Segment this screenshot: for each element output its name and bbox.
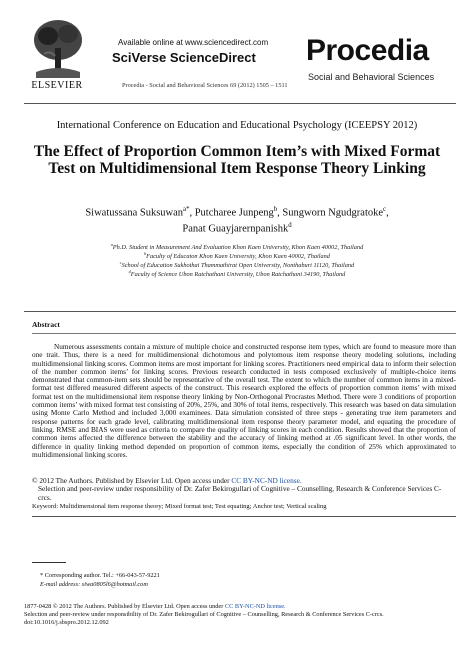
author-name: Siwatussana Suksuwan bbox=[85, 207, 184, 219]
author-list-line-2 bbox=[0, 222, 474, 235]
affiliation-mark: b bbox=[273, 206, 278, 213]
sciverse-sciencedirect-title: SciVerse ScienceDirect bbox=[112, 50, 256, 65]
affiliation-mark: c bbox=[383, 206, 387, 213]
author-separator: , bbox=[386, 207, 389, 219]
journal-citation: Procedia - Social and Behavioral Sciences 69 (2012) 1505 – 1511 bbox=[122, 82, 288, 89]
abstract-heading: Abstract bbox=[32, 320, 60, 329]
abstract-body: Numerous assessments contain a mixture of multiple choice and constructed response item types, which are found to measure more than one trait. Thus, there is a need for multidimensional dichotomous and polytomous item response theory modeling solutions, including multidimensional linking scores. Common items are most important for linking scores. Practitioners need empirical data to inform their selection of the number common items’ for linking scores. Previous research conducted in tests composed exclusively of multiple-choice items demonstrated that common-item sets should be representative of the overall test. The extent to which the number of common items in a mixed-format test differed measured different aspects of the construct. This research explored the effects of proportion common items’ with mixed format test on the multidimensional item response theory linking by Non-Orthogonal Procrastes Method. There were 3 conditions of proportion common items’ with mixed format test consisting of 20%, 25%, and 30% of total items, respectively. This research was based on data simulation using Monte Carlo Method and included 3,000 examinees. Data simulation consisted of three steps - generating true item parameters and response patterns for each grade level, calibrating multidimensional item response theory parameter model, and equating the procedure of linking. RMSE and BIAS were used as criteria to compare the quality of linking scores in each condition. Results showed that the proportion of common items affected the difference between the stability and the accuracy of linking method at .05 significant level. In other words, the difference in quality linking method depended on proportion of common items, especially the condition of 25% which approximated to multidimensional linking scores. bbox=[32, 342, 456, 459]
page-footer bbox=[24, 603, 464, 627]
abstract-heading-divider bbox=[32, 333, 456, 334]
author-list-line-1 bbox=[0, 206, 474, 219]
conference-name: International Conference on Education and Educational Psychology (ICEEPSY 2012) bbox=[56, 120, 418, 131]
affiliation-mark: a bbox=[183, 206, 187, 213]
affiliation-d bbox=[0, 269, 474, 278]
abstract-bottom-divider bbox=[32, 516, 456, 517]
affiliation-text: Faculty of Educaton Khon Kaen University, Khon Kaen 40002, Thailand bbox=[146, 253, 330, 261]
footer-license-link[interactable]: CC BY-NC-ND license. bbox=[224, 603, 286, 610]
corresponding-mark: * bbox=[186, 206, 190, 213]
abstract-top-divider bbox=[24, 311, 456, 312]
article-title: The Effect of Proportion Common Item’s with Mixed Format Test on Multidimensional Item Response Theory Linking bbox=[33, 143, 441, 177]
peer-review-text: Selection and peer-review under responsibility of Dr. Zafer Bekirogullari of Cognitive – Counselling, Research & Conference Services C-crcs. bbox=[38, 484, 442, 502]
journal-subtitle: Social and Behavioral Sciences bbox=[308, 72, 435, 82]
affiliation-text: Faculty of Science Ubon Ratchathani University, Ubon Ratchathani 34190, Thailand bbox=[130, 271, 346, 279]
affiliation-text: Ph.D. Student in Measurement And Evaluation Khon Kaen University, Khon Kaen 40002, Thailand bbox=[112, 244, 364, 252]
author-separator: , bbox=[277, 207, 283, 219]
available-online-text[interactable]: Available online at www.sciencedirect.com bbox=[118, 38, 269, 47]
copyright-notice bbox=[32, 477, 452, 502]
affiliation-c bbox=[0, 260, 474, 269]
footer-peer-review: Selection and peer-review under responsibility of Dr. Zafer Bekirogullari of Cognitive – Counselling, Research & Conference Services C-crcs. bbox=[24, 611, 384, 618]
affiliation-a bbox=[0, 242, 474, 251]
affiliation-mark: a bbox=[110, 242, 113, 247]
author-name: Putcharee Junpeng bbox=[194, 207, 274, 219]
affiliation-mark: c bbox=[119, 260, 122, 265]
affiliation-mark: d bbox=[288, 222, 292, 229]
issn-copyright: 1877-0428 © 2012 The Authors. Published by Elsevier Ltd. Open access under bbox=[24, 603, 224, 610]
author-separator: , bbox=[189, 207, 195, 219]
keywords: Keyword: Multidimensional item response theory; Mixed format test; Test equating; Anchor test; Vertical scaling bbox=[32, 503, 327, 510]
affiliation-text: School of Education Sukhothai Thammathirat Open University, Nonthaburi 11120, Thailand bbox=[121, 262, 355, 270]
affiliation-mark: d bbox=[128, 269, 131, 274]
doi[interactable]: doi:10.1016/j.sbspro.2012.12.092 bbox=[24, 619, 109, 626]
email-footnote: E-mail address: siwa0805l6@hotmail.com bbox=[40, 581, 148, 588]
header-divider bbox=[24, 103, 456, 104]
corresponding-author-footnote: * Corresponding author. Tel.: +66-043-57-9221 bbox=[40, 572, 160, 579]
elsevier-tree-logo bbox=[30, 14, 86, 82]
publisher-name: ELSEVIER bbox=[31, 80, 83, 91]
journal-masthead bbox=[306, 34, 458, 92]
affiliation-mark: b bbox=[144, 251, 147, 256]
license-link[interactable]: CC BY-NC-ND license. bbox=[231, 476, 302, 485]
author-name: Sungworn Ngudgratoke bbox=[282, 207, 384, 219]
affiliation-b bbox=[0, 251, 474, 260]
journal-title: Procedia bbox=[306, 34, 429, 67]
footnote-rule bbox=[32, 562, 66, 563]
copyright-text: © 2012 The Authors. Published by Elsevier Ltd. Open access under bbox=[32, 476, 230, 485]
author-name: Panat Guayjarernpanishk bbox=[182, 223, 289, 235]
